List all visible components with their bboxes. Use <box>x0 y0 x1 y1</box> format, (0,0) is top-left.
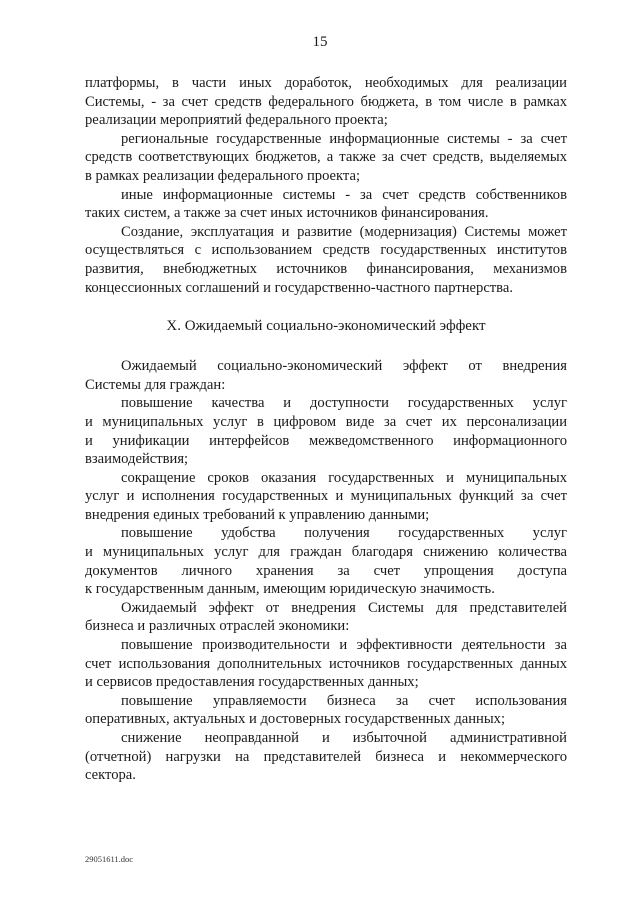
paragraph-line: Ожидаемый эффект от внедрения Системы для представителей <box>121 599 567 616</box>
section-heading: X. Ожидаемый социально-экономический эффект <box>166 318 486 335</box>
paragraph-line: в рамках реализации федерального проекта; <box>85 167 361 184</box>
page-number: 15 <box>312 34 328 50</box>
footer-filename: 29051611.doc <box>85 854 134 864</box>
paragraph-line: повышение управляемости бизнеса за счет использования <box>121 692 567 709</box>
paragraph-line: и сервисов предоставления государственных данных; <box>85 674 419 691</box>
paragraph-line: реализации мероприятий федерального проекта; <box>85 112 388 129</box>
paragraph-line: повышение удобства получения государственных услуг <box>121 525 567 542</box>
paragraph-line: бизнеса и различных отраслей экономики: <box>85 618 350 635</box>
paragraph <box>85 394 567 468</box>
paragraph <box>85 223 567 297</box>
paragraph-line: повышение производительности и эффективности деятельности за <box>121 637 567 654</box>
paragraph-line: услуг и исполнения государственных и муниципальных функций за счет <box>85 488 567 505</box>
paragraph-line: снижение неоправданной и избыточной административной <box>121 730 567 746</box>
paragraph-line: Создание, эксплуатация и развитие (модернизация) Системы может <box>121 223 567 240</box>
paragraph <box>85 74 567 130</box>
paragraph-line: и унификации интерфейсов межведомственного информационного <box>85 432 567 449</box>
paragraph-line: иные информационные системы - за счет средств собственников <box>121 186 567 203</box>
section-before-heading <box>85 74 567 297</box>
paragraph-line: повышение качества и доступности государственных услуг <box>121 395 567 412</box>
paragraph-line: и муниципальных услуг в цифровом виде за счет их персонализации <box>85 413 567 430</box>
paragraph <box>85 692 567 729</box>
paragraph <box>85 636 567 692</box>
paragraph-line: (отчетной) нагрузки на представителей бизнеса и некоммерческого <box>85 748 567 765</box>
paragraph <box>85 599 567 636</box>
paragraph-line: сектора. <box>85 767 136 784</box>
paragraph-line: таких систем, а также за счет иных источников финансирования. <box>85 205 489 222</box>
paragraph <box>85 186 567 223</box>
paragraph-line: концессионных соглашений и государственно-частного партнерства. <box>85 279 514 296</box>
paragraph <box>85 524 567 598</box>
paragraph-line: к государственным данным, имеющим юридическую значимость. <box>85 581 495 598</box>
paragraph-line: взаимодействия; <box>85 451 189 468</box>
paragraph-line: документов личного хранения за счет упрощения доступа <box>85 562 567 579</box>
paragraph-line: Системы, - за счет средств федерального бюджета, в том числе в рамках <box>85 93 567 110</box>
paragraph-line: счет использования дополнительных источников государственных данных <box>85 655 567 672</box>
paragraph-line: осуществляться с использованием средств государственных институтов <box>85 242 567 259</box>
paragraph-line: Системы для граждан: <box>85 376 226 393</box>
paragraph-line: платформы, в части иных доработок, необходимых для реализации <box>85 75 567 91</box>
paragraph <box>85 729 567 785</box>
paragraph-line: Ожидаемый социально-экономический эффект от внедрения <box>121 358 567 375</box>
paragraph-line: средств соответствующих бюджетов, а также за счет средств, выделяемых <box>85 149 567 166</box>
paragraph-line: развития, внебюджетных источников финансирования, механизмов <box>85 260 567 277</box>
paragraph <box>85 357 567 394</box>
paragraph-line: сокращение сроков оказания государственных и муниципальных <box>121 469 567 486</box>
paragraph <box>85 130 567 186</box>
paragraph-line: и муниципальных услуг для граждан благодаря снижению количества <box>85 544 567 561</box>
paragraph-line: региональные государственные информационные системы - за счет <box>121 130 567 147</box>
document-body <box>85 74 567 785</box>
section-after-heading <box>85 357 567 785</box>
paragraph-line: оперативных, актуальных и достоверных государственных данных; <box>85 711 506 728</box>
paragraph <box>85 469 567 525</box>
paragraph-line: внедрения единых требований к управлению данными; <box>85 506 430 523</box>
